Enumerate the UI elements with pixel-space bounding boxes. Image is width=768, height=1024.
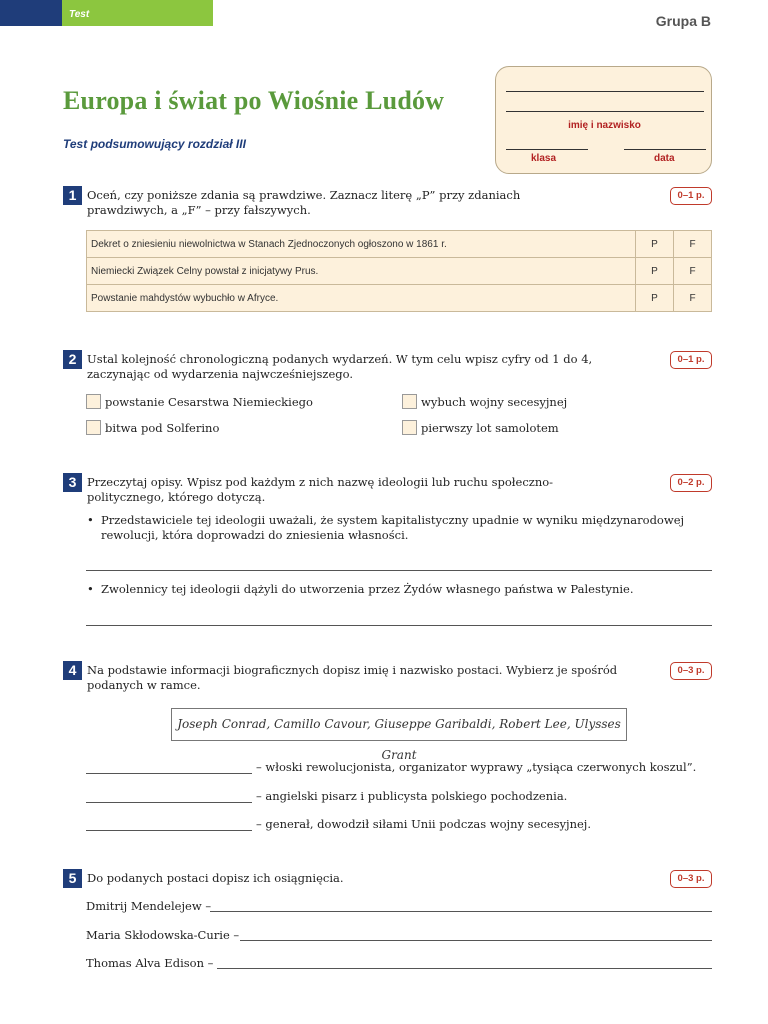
order-item-label: wybuch wojny secesyjnej [421, 394, 568, 409]
answer-line[interactable] [86, 625, 712, 626]
task-4-instruction: Na podstawie informacji biograficznych dopisz imię i nazwisko postaci. Wybierz je spośród podanych w ramce. [87, 663, 618, 692]
description-text: Przedstawiciele tej ideologii uważali, że system kapitalistyczny upadnie w wyniku międzynarodowej rewolucji, która doprowadzi do zniesienia własności. [101, 513, 685, 542]
fill-description: – angielski pisarz i publicysta polskiego pochodzenia. [256, 789, 568, 803]
names-frame: Joseph Conrad, Camillo Cavour, Giuseppe Garibaldi, Robert Lee, Ulysses Grant [171, 708, 627, 741]
top-bar-navy-block [0, 0, 62, 26]
bullet-symbol: • [87, 582, 94, 596]
task-5-instruction: Do podanych postaci dopisz ich osiągnięcia. [87, 871, 344, 885]
order-item-label: bitwa pod Solferino [105, 420, 220, 435]
task-4-number: 4 [63, 661, 82, 680]
answer-blank[interactable] [86, 762, 252, 774]
top-bar [0, 0, 768, 26]
answer-blank[interactable] [86, 791, 252, 803]
date-line[interactable] [624, 149, 706, 150]
person-label: Maria Skłodowska-Curie – [86, 928, 240, 942]
order-item [402, 394, 567, 409]
class-line[interactable] [506, 149, 588, 150]
answer-blank[interactable] [86, 819, 252, 831]
answer-line[interactable] [217, 968, 712, 969]
description-text: Zwolennicy tej ideologii dążyli do utworzenia przez Żydów własnego państwa w Palestynie. [101, 582, 634, 596]
answer-line[interactable] [86, 570, 712, 571]
fill-description: – włoski rewolucjonista, organizator wyprawy „tysiąca czerwonych koszul”. [256, 760, 697, 774]
answer-line[interactable] [240, 940, 712, 941]
table-row [87, 231, 712, 258]
page-title: Europa i świat po Wiośnie Ludów [63, 86, 445, 115]
task-1-number: 1 [63, 186, 82, 205]
true-option[interactable]: P [636, 231, 674, 258]
group-label: Grupa B [655, 13, 711, 29]
fill-row [86, 760, 696, 774]
order-number-box[interactable] [86, 394, 101, 409]
true-option[interactable]: P [636, 258, 674, 285]
false-option[interactable]: F [674, 285, 712, 312]
task-2-number: 2 [63, 350, 82, 369]
name-label: imię i nazwisko [568, 120, 641, 131]
page-subtitle: Test podsumowujący rozdział III [63, 137, 246, 151]
order-item-label: pierwszy lot samolotem [421, 420, 559, 435]
task-5-points: 0–3 p. [670, 870, 712, 888]
fill-row [86, 789, 567, 803]
statement-cell: Dekret o zniesieniu niewolnictwa w Stanach Zjednoczonych ogłoszono w 1861 r. [87, 231, 636, 258]
order-number-box[interactable] [402, 420, 417, 435]
fill-description: – generał, dowodził siłami Unii podczas wojny secesyjnej. [256, 817, 592, 831]
description-item [87, 582, 707, 597]
name-line-2[interactable] [506, 111, 704, 112]
order-item [86, 420, 219, 435]
task-5-number: 5 [63, 869, 82, 888]
order-number-box[interactable] [402, 394, 417, 409]
test-tag: Test [69, 9, 90, 20]
student-info-box [495, 66, 712, 174]
table-row [87, 285, 712, 312]
description-item [87, 513, 707, 543]
person-label: Dmitrij Mendelejew – [86, 899, 212, 913]
false-option[interactable]: F [674, 258, 712, 285]
bullet-symbol: • [87, 513, 94, 527]
answer-line[interactable] [210, 911, 712, 912]
order-item-label: powstanie Cesarstwa Niemieckiego [105, 394, 313, 409]
statement-cell: Powstanie mahdystów wybuchło w Afryce. [87, 285, 636, 312]
table-row [87, 258, 712, 285]
task-1-points: 0–1 p. [670, 187, 712, 205]
task-2-instruction: Ustal kolejność chronologiczną podanych wydarzeń. W tym celu wpisz cyfry od 1 do 4, zaczynając od wydarzenia najwcześniejszego. [87, 352, 593, 381]
task-4-points: 0–3 p. [670, 662, 712, 680]
task-1-instruction: Oceń, czy poniższe zdania są prawdziwe. Zaznacz literę „P” przy zdaniach prawdziwych, a „F” – przy fałszywych. [87, 188, 521, 217]
class-label: klasa [531, 153, 557, 164]
task-3-number: 3 [63, 473, 82, 492]
order-item [402, 420, 559, 435]
person-label: Thomas Alva Edison – [86, 956, 214, 970]
fill-row [86, 817, 591, 831]
false-option[interactable]: F [674, 231, 712, 258]
task-3-instruction: Przeczytaj opisy. Wpisz pod każdym z nich nazwę ideologii lub ruchu społeczno-politycznego, którego dotyczą. [87, 475, 554, 504]
true-false-table [86, 230, 712, 312]
order-item [86, 394, 313, 409]
true-option[interactable]: P [636, 285, 674, 312]
task-2-points: 0–1 p. [670, 351, 712, 369]
date-label: data [654, 153, 675, 164]
statement-cell: Niemiecki Związek Celny powstał z inicjatywy Prus. [87, 258, 636, 285]
order-number-box[interactable] [86, 420, 101, 435]
task-3-points: 0–2 p. [670, 474, 712, 492]
name-line-1[interactable] [506, 91, 704, 92]
